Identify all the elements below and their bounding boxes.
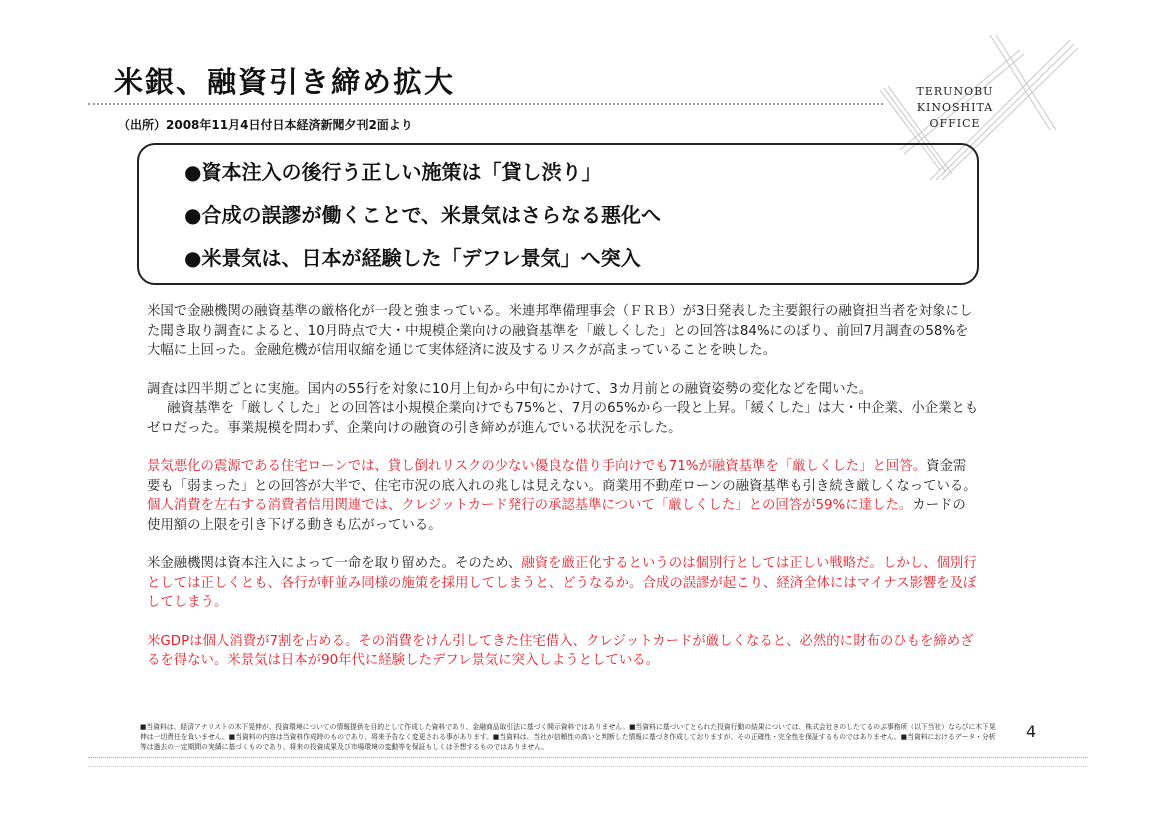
paragraph-3-highlight-1: 景気悪化の震源である住宅ローンでは、貸し倒れリスクの少ない優良な借り手向けでも71%が融資基準を「厳しくした」と回答。 (147, 459, 927, 474)
office-name-line3: OFFICE (929, 117, 981, 130)
page-title: 米銀、融資引き締め拡大 (114, 65, 456, 99)
paragraph-2-sentence-1: 調査は四半期ごとに実施。国内の55行を対象に10月上旬から中旬にかけて、3カ月前との融資姿勢の変化などを聞いた。 (147, 381, 873, 397)
summary-box (137, 143, 979, 285)
footer-divider (88, 757, 1088, 758)
office-name-line2: KINOSHITA (916, 101, 994, 114)
paragraph-2-sentence-2: 融資基準を「厳しくした」との回答は小規模企業向けでも75%と、7月の65%から一段と上昇。「緩くした」は大・中企業、小企業ともゼロだった。事業規模を問わず、企業向けの融資の引き締めが進んでいる状況を示した。 (147, 401, 979, 436)
summary-item: ●資本注入の後行う正しい施策は「貸し渋り」 (184, 160, 602, 184)
footer-divider (88, 766, 1088, 767)
paragraph-1: 米国で金融機関の融資基準の厳格化が一段と強まっている。米連邦準備理事会（ＦＲＢ）が3日発表した主要銀行の融資担当者を対象にした聞き取り調査によると、10月時点で大・中規模企業向けの融資基準を「厳しくした」との回答は84%にのぼり、前回7月調査の58%を大幅に上回った。金融危機が信用収縮を通じて実体経済に波及するリスクが高まっていることを映した。 (147, 304, 973, 358)
paragraph-5: 米GDPは個人消費が7割を占める。その消費をけん引してきた住宅借入、クレジットカードが厳しくなると、必然的に財布のひもを締めざるを得ない。米景気は日本が90年代に経験したデフレ景気に突入しようとしている。 (147, 633, 974, 668)
page-number: 4 (1026, 722, 1037, 741)
paragraph-3 (147, 457, 979, 535)
disclaimer-footer: ■当資料は、経済アナリストの木下晃伸が、投資環境についての情報提供を目的として作成した資料であり、金融商品取引法に基づく開示資料ではありません。■当資料に基づいてとられた投資行動の結果については、株式会社きのしたてるのぶ事務所（以下当社）ならびに木下晃伸は一切責任を負いません。■当資料の内容は当資料作成時のものであり、将来予告なく変更される事があります。■当資料は、当社が信頼性の高いと判断した情報に基づき作成しておりますが、その正確性・完全性を保証するものではありません。■当資料におけるデータ・分析等は過去の一定期間の実績に基づくものであり、将来の投資成果及び市場環境の変動等を保証もしくは予想するものではありません。 (140, 723, 996, 751)
office-name-line1: TERUNOBU (916, 85, 994, 98)
source-citation: （出所）2008年11月4日付日本経済新聞夕刊2面より (118, 118, 413, 132)
paragraph-4-highlight-1: 融資を厳正化するというのは個別行としては正しい戦略だ。しかし、個別行としては正しくとも、各行が軒並み同様の施策を採用してしまうと、どうなるか。合成の誤謬が起こり、経済全体にはマイナス影響を及ぼしてしまう。 (147, 556, 977, 610)
paragraph-3-highlight-2: 個人消費を左右する消費者信用関連では、クレジットカード発行の承認基準について「厳しくした」との回答が59%に達した。 (147, 498, 913, 513)
office-logo (905, 84, 1005, 132)
summary-list (139, 145, 977, 286)
paragraph-4-text-1: 米金融機関は資本注入によって一命を取り留めた。そのため、 (147, 556, 522, 571)
summary-item: ●米景気は、日本が経験した「デフレ景気」へ突入 (184, 246, 641, 270)
paragraph-3-text-2: カードの使用額の上限を引き下げる動きも広がっている。 (147, 498, 966, 533)
summary-item: ●合成の誤謬が働くことで、米景気はさらなる悪化へ (184, 203, 662, 227)
paragraph-3-text-1: 資金需要も「弱まった」との回答が大半で、住宅市況の底入れの兆しは見えない。商業用不動産ローンの融資基準も引き続き厳しくなっている。 (147, 459, 977, 494)
paragraph-4 (147, 554, 979, 613)
title-divider (88, 103, 883, 105)
paragraph-2 (147, 380, 979, 439)
article-body (147, 302, 979, 671)
